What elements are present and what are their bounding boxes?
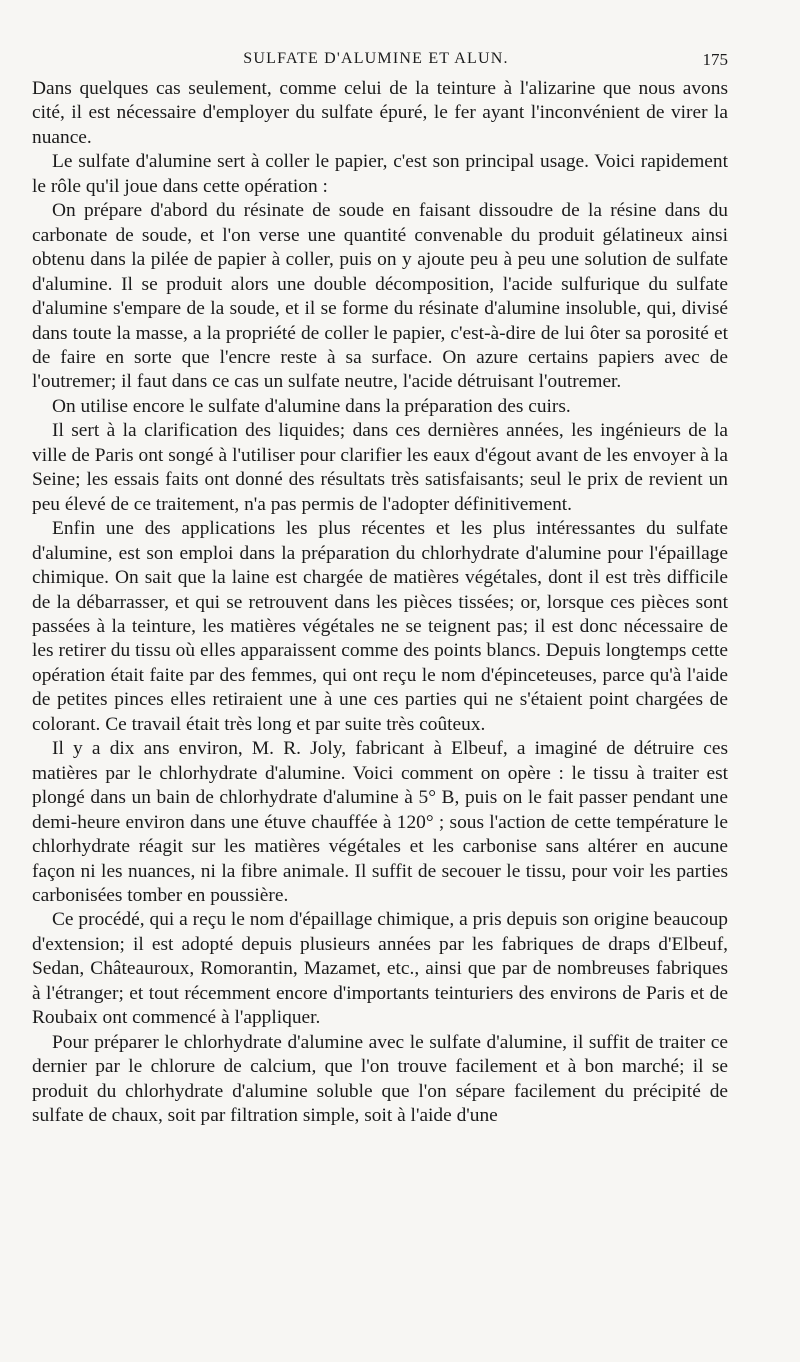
paragraph: Ce procédé, qui a reçu le nom d'épaillage chimique, a pris depuis son origine beaucoup d'extension; il est adopté depuis plusieurs années par les fabriques de draps d'Elbeuf, Sedan, Châteauroux, Romorantin, Mazamet, etc., ainsi que par de nombreuses fabriques à l'étranger; et tout récemment encore d'importants teinturiers des environs de Paris et de Roubaix ont commencé à l'appliquer. <box>32 909 728 1029</box>
paragraph: On prépare d'abord du résinate de soude en faisant dissoudre de la résine dans du carbonate de soude, et l'on verse une quantité convenable du produit gélatineux ainsi obtenu dans la pilée de papier à coller, puis on y ajoute peu à peu une solution de sulfate d'alumine. Il se produit alors une double décomposition, l'acide sulfurique du sulfate d'alumine s'empare de la soude, et il se forme du résinate d'alumine insoluble, qui, divisé dans toute la masse, a la propriété de coller le papier, c'est-à-dire de lui ôter sa porosité et de faire en sorte que l'encre reste à sa surface. On azure certains papiers avec de l'outremer; il faut dans ce cas un sulfate neutre, l'acide détruisant l'outremer. <box>32 200 728 393</box>
paragraph: Dans quelques cas seulement, comme celui de la teinture à l'alizarine que nous avons cité, il est nécessaire d'employer du sulfate épuré, le fer ayant l'inconvénient de virer la nuance. <box>32 78 728 148</box>
paragraph: Pour préparer le chlorhydrate d'alumine avec le sulfate d'alumine, il suffit de traiter ce dernier par le chlorure de calcium, que l'on trouve facilement et à bon marché; il se produit du chlorhydrate d'alumine soluble que l'on sépare facilement du précipité de sulfate de chaux, soit par filtration simple, soit à l'aide d'une <box>32 1031 728 1127</box>
page-number: 175 <box>702 50 728 69</box>
paragraph: Il sert à la clarification des liquides; dans ces dernières années, les ingénieurs de la ville de Paris ont songé à l'utiliser pour clarifier les eaux d'égout avant de les envoyer à la Seine; les essais faits ont donné des résultats très satisfaisants; seul le prix de revient un peu élevé de ce traitement, n'a pas permis de l'adopter définitivement. <box>32 420 728 515</box>
paragraph: Il y a dix ans environ, M. R. Joly, fabricant à Elbeuf, a imaginé de détruire ces matières par le chlorhydrate d'alumine. Voici comment on opère : le tissu à traiter est plongé dans un bain de chlorhydrate d'alumine à 5° B, puis on le fait passer pendant une demi-heure environ dans une étuve chauffée à 120° ; sous l'action de cette température le chlorhydrate réagit sur les matières végétales et les carbonise sans altérer en aucune façon ni les nuances, ni la fibre animale. Il suffit de secouer le tissu, pour voir les parties carbonisées tomber en poussière. <box>32 738 728 906</box>
paragraph: Enfin une des applications les plus récentes et les plus intéressantes du sulfate d'alumine, est son emploi dans la préparation du chlorhydrate d'alumine pour l'épaillage chimique. On sait que la laine est chargée de matières végétales, dont il est très difficile de la débarrasser, et qui se retrouvent dans les pièces tissées; or, lorsque ces pièces sont passées à la teinture, les matières végétales ne se teignent pas; il est donc nécessaire de les retirer du tissu où elles apparaissent comme des points blancs. Depuis longtemps cette opération était faite par des femmes, qui ont reçu le nom d'épinceteuses, parce qu'à l'aide de petites pinces elles retiraient une à une ces parties qui ne s'étaient point chargées de colorant. Ce travail était très long et par suite très coûteux. <box>32 518 728 735</box>
body-text <box>32 77 728 1128</box>
running-head <box>32 46 728 72</box>
paragraph: On utilise encore le sulfate d'alumine dans la préparation des cuirs. <box>52 395 571 417</box>
paragraph: Le sulfate d'alumine sert à coller le papier, c'est son principal usage. Voici rapidement le rôle qu'il joue dans cette opération : <box>32 151 728 197</box>
running-title: SULFATE D'ALUMINE ET ALUN. <box>243 50 509 67</box>
